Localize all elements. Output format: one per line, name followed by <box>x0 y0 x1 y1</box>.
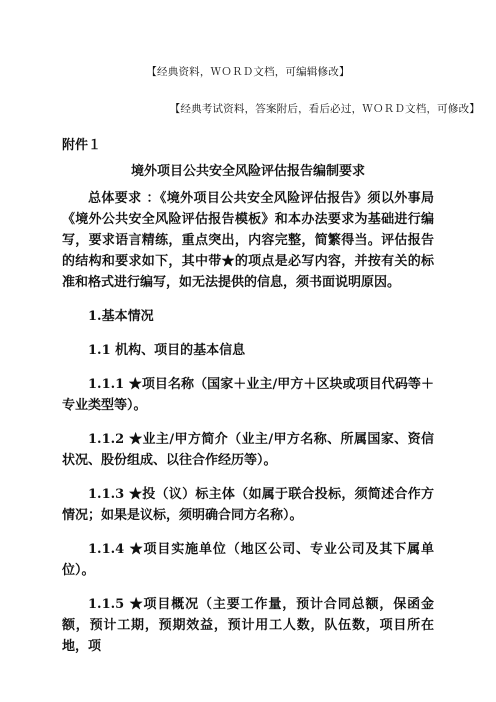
item-owner-profile: 1.1.2 ★业主/甲方简介（业主/甲方名称、所属国家、资信状况、股份组成、以往合作经历等）。 <box>62 432 434 468</box>
section-heading-basic-info: 1.基本情况 <box>88 309 154 324</box>
paragraph-general-requirements: 总体要求 ：《境外项目公共安全风险评估报告》须以外事局《境外公共安全风险评估报告模板》和本办法要求为基础进行编写，要求语言精练，重点突出，内容完整，简繁得当。评估报告的结构和要求如下，其中带★的项点是必写内容，并按有关的标准和格式进行编写，如无法提供的信息，须书面说明原因。 <box>62 191 434 290</box>
item-bidding-entity: 1.1.3 ★投（议）标主体（如属于联合投标，须简述合作方情况；如果是议标，须明确合同方名称）。 <box>62 487 434 523</box>
document-title: 境外项目公共安全风险评估报告编制要求 <box>130 164 365 179</box>
subsection-heading-org-project-info: 1.1 机构、项目的基本信息 <box>88 343 246 358</box>
document-body <box>62 188 434 657</box>
item-project-name: 1.1.1 ★项目名称（国家＋业主/甲方＋区块或项目代码等＋专业类型等）。 <box>62 377 434 413</box>
header-note-1: 【经典资料，ＷＯＲＤ文档，可编辑修改】 <box>146 66 350 78</box>
item-implementing-unit: 1.1.4 ★项目实施单位（地区公司、专业公司及其下属单位）。 <box>62 542 434 578</box>
annex-label: 附件１ <box>62 138 102 153</box>
header-note-2: 【经典考试资料，答案附后，看后必过，ＷＯＲＤ文档，可修改】 <box>169 103 480 115</box>
item-project-overview: 1.1.5 ★项目概况（主要工作量，预计合同总额，保函金额，预计工期，预期效益，预计用工人数，队伍数，项目所在地，项 <box>62 597 434 654</box>
